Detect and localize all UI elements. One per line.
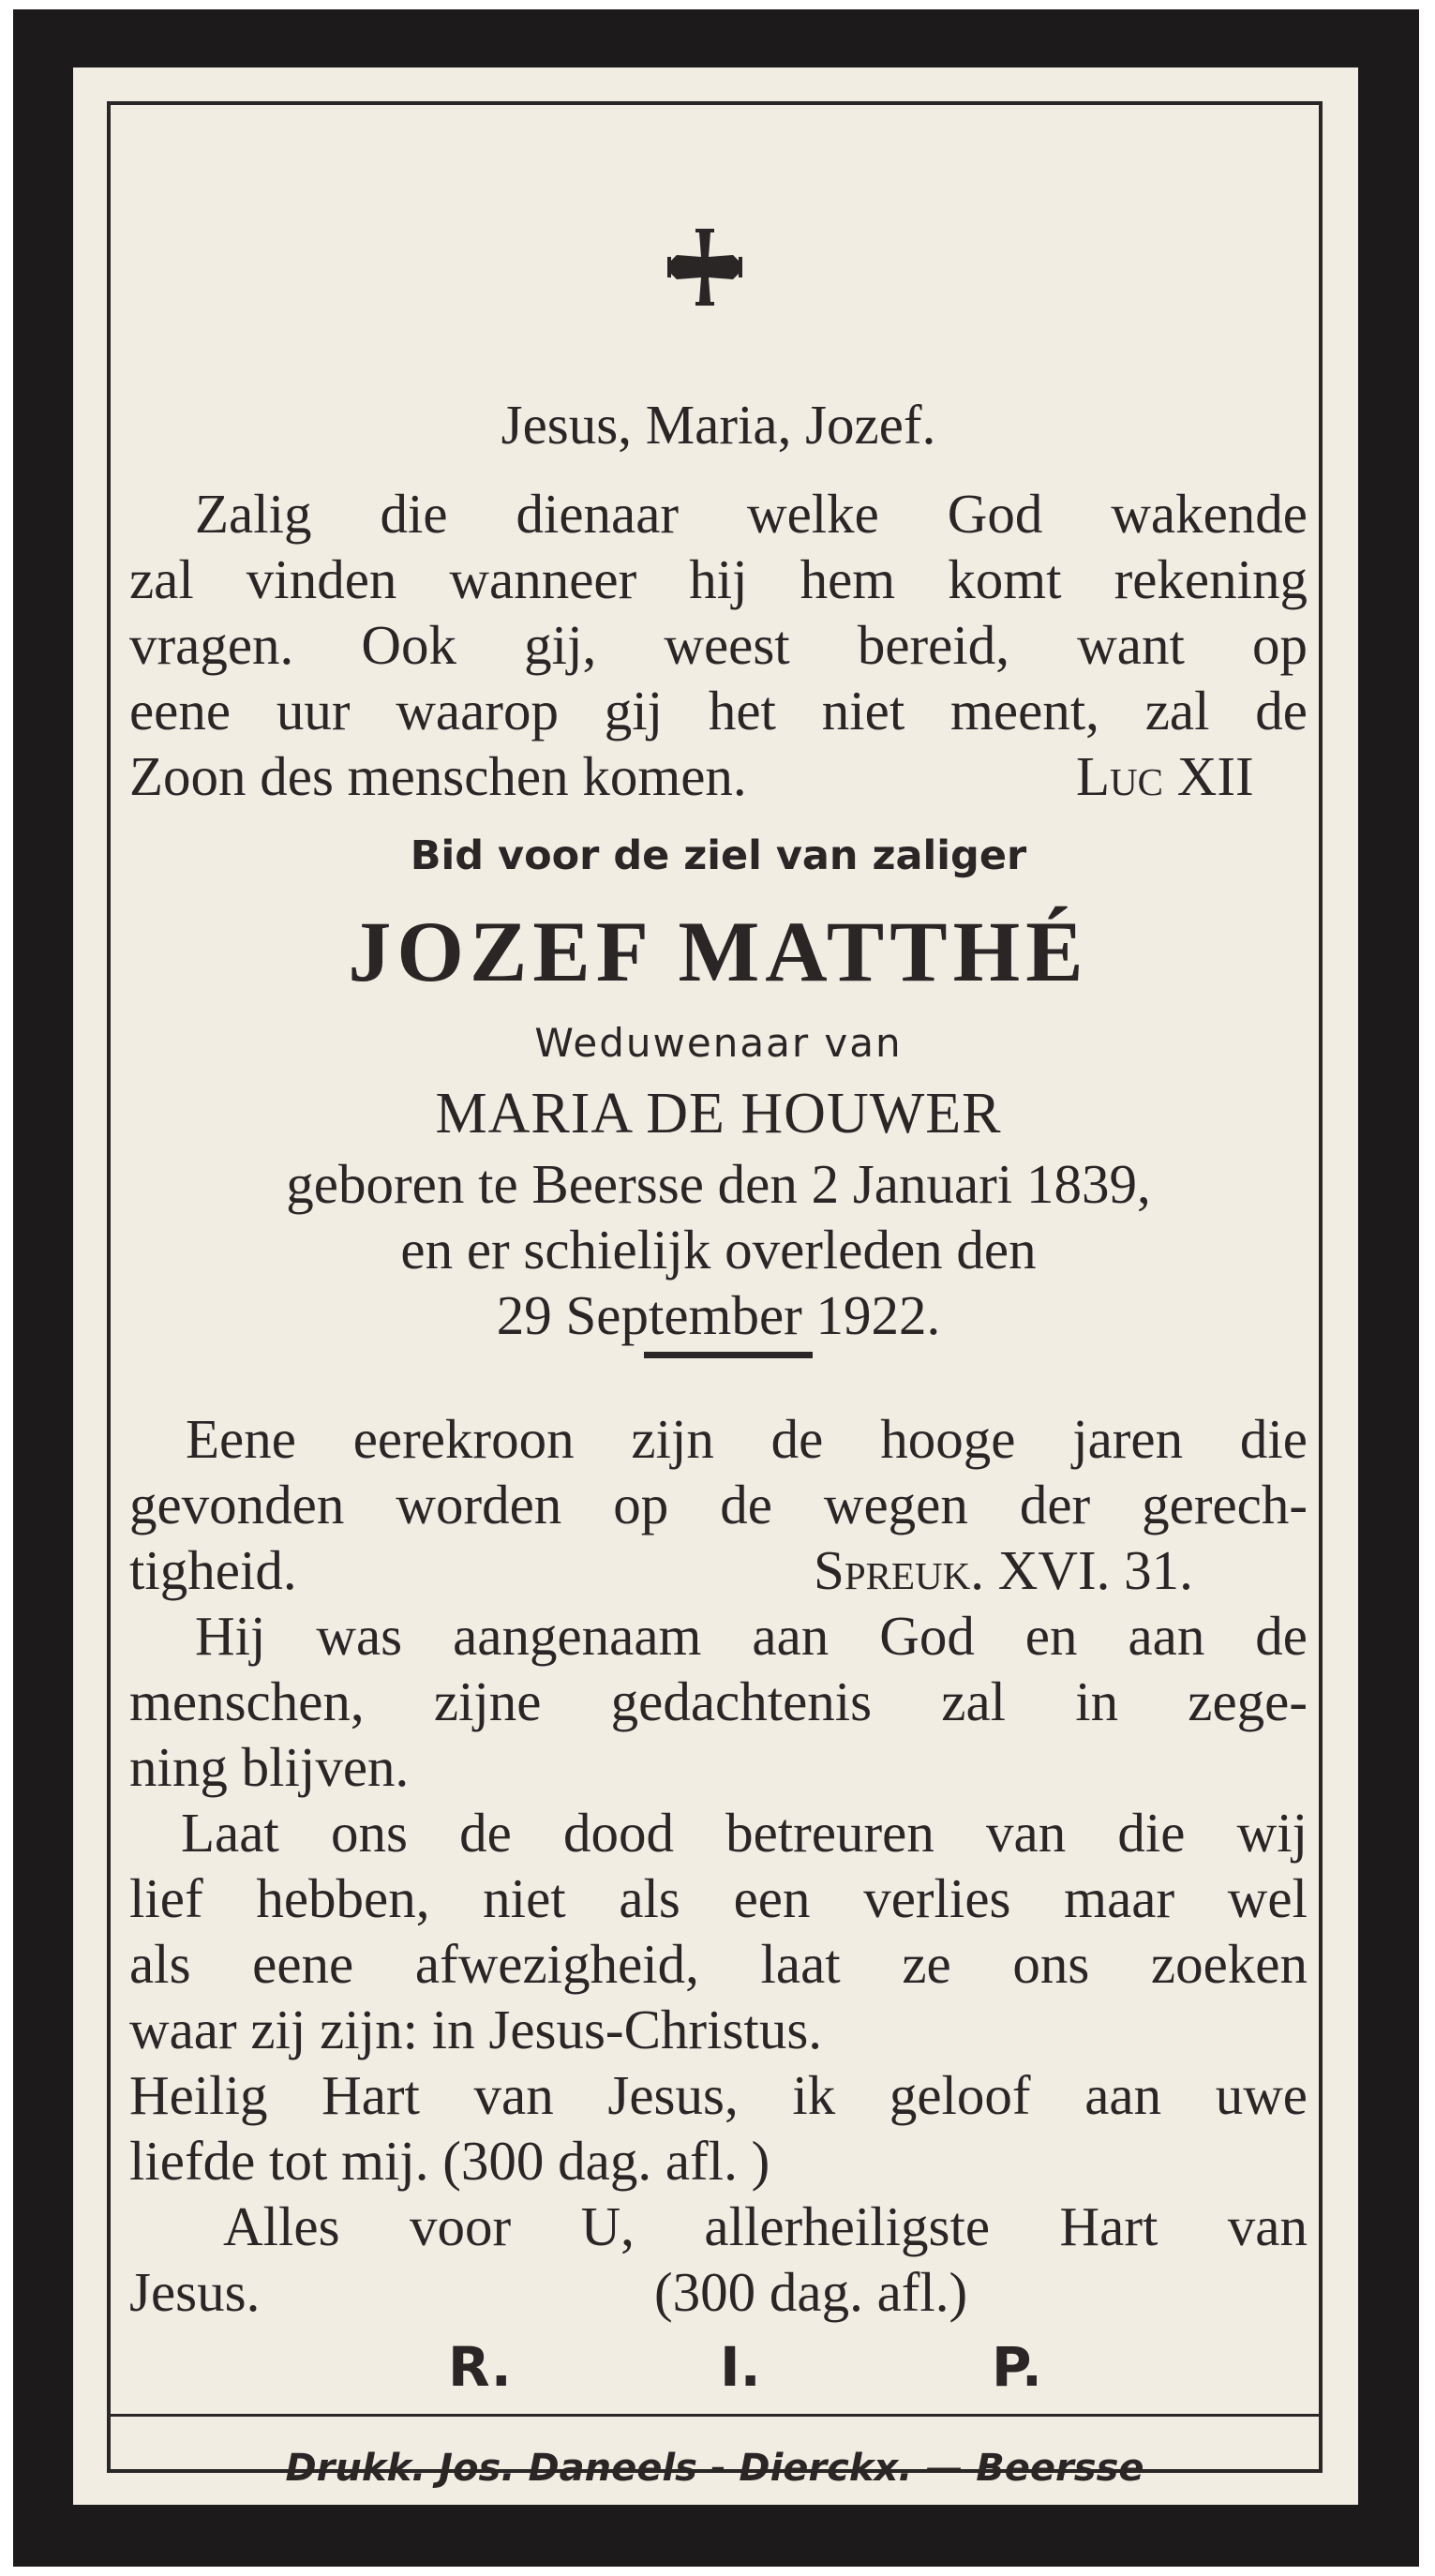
p2-line-2: menschen, zijne gedachtenis zal in zege-: [129, 1670, 1308, 1732]
birth-line: geboren te Beersse den 2 Januari 1839,: [286, 1153, 1151, 1215]
printer-imprint: Drukk. Jos. Daneels - Dierckx. — Beersse: [285, 2447, 1144, 2490]
verse-line-3: vragen. Ook gij, weest bereid, want op: [129, 614, 1308, 676]
header-invocation: Jesus, Maria, Jozef.: [501, 394, 936, 456]
p1-reference: Spreuk. XVI. 31.: [814, 1539, 1193, 1601]
p3-line-2: lief hebben, niet als een verlies maar wel: [129, 1867, 1308, 1929]
p1-line-3: tigheid.: [129, 1539, 297, 1601]
inner-frame: [107, 101, 1323, 2490]
death-line-1: en er schielijk overleden den: [400, 1219, 1037, 1281]
card-paper: [73, 67, 1358, 2505]
deceased-name: JOZEF MATTHÉ: [348, 904, 1089, 999]
memorial-card: [13, 9, 1419, 2567]
divider-rule: [644, 1352, 813, 1358]
relation-label: Weduwenaar van: [534, 1020, 903, 1066]
p4-line-2: liefde tot mij. (300 dag. afl. ): [129, 2130, 770, 2192]
p3-line-1: Laat ons de dood betreuren van die wij: [181, 1802, 1308, 1864]
p1-line-1: Eene eerekroon zijn de hooge jaren die: [186, 1408, 1308, 1470]
verse-line-1: Zalig die dienaar welke God wakende: [195, 483, 1308, 545]
verse-line-4: eene uur waarop gij het niet meent, zal de: [129, 680, 1308, 741]
p3-line-4: waar zij zijn: in Jesus-Christus.: [129, 1999, 823, 2060]
rip-p: P.: [992, 2335, 1042, 2399]
p2-line-1: Hij was aangenaam aan God en aan de: [195, 1605, 1308, 1667]
verse-reference: Luc XII: [1076, 745, 1254, 807]
death-line-2: 29 September 1922.: [496, 1284, 941, 1346]
footer-rule: [111, 2414, 1319, 2417]
p5-line-2: Jesus.: [129, 2261, 261, 2323]
p2-line-3: ning blijven.: [129, 1736, 410, 1798]
p5-line-1: Alles voor U, allerheiligste Hart van: [223, 2195, 1308, 2257]
rip-i: I.: [720, 2335, 761, 2399]
verse-line-5: Zoon des menschen komen.: [129, 745, 747, 807]
spouse-name: MARIA DE HOUWER: [435, 1082, 1002, 1146]
prayer-intro: Bid voor de ziel van zaliger: [410, 832, 1027, 879]
p3-line-3: als eene afwezigheid, laat ze ons zoeken: [129, 1933, 1308, 1995]
cross-icon: [667, 229, 742, 306]
p1-line-2: gevonden worden op de wegen der gerech-: [129, 1474, 1308, 1535]
rip-r: R.: [448, 2335, 512, 2399]
p5-reference: (300 dag. afl.): [654, 2261, 968, 2323]
p4-line-1: Heilig Hart van Jesus, ik geloof aan uwe: [129, 2064, 1308, 2126]
verse-line-2: zal vinden wanneer hij hem komt rekening: [129, 548, 1308, 610]
